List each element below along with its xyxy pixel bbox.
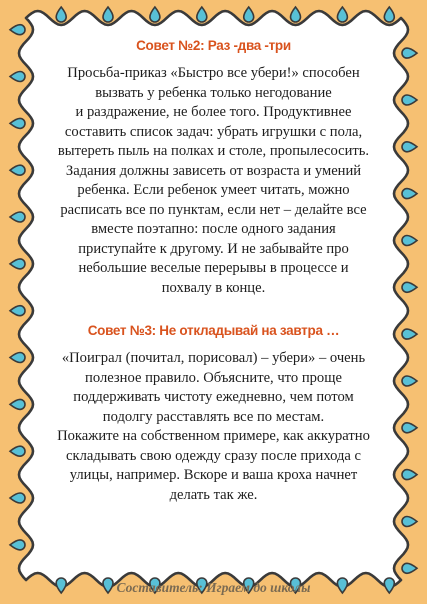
droplet-icon [10,25,25,35]
tip-2-line: вытереть пыль на полках и столе, пропылесосить. [57,143,370,159]
droplet-icon [10,165,25,175]
droplet-icon [402,329,417,339]
droplet-icon [402,189,417,199]
droplet-icon [402,95,417,105]
droplet-icon [10,72,25,82]
droplet-icon [402,470,417,480]
droplet-icon [56,7,66,22]
droplet-icon [402,142,417,152]
droplet-icon [402,517,417,527]
droplet-icon [103,7,113,22]
tip-2-line: расписать все по пунктам, если нет – делайте все [60,201,367,218]
tip-3-line: делать так же. [169,486,258,503]
droplet-icon [337,7,347,22]
tip-2-line: похвалу в конце. [161,279,266,296]
droplet-icon [402,423,417,433]
tip-2-line: Задания должны зависеть от возраста и умений [65,162,362,179]
tip-2-line: вызвать у ребенка только негодование [95,84,332,101]
tip-3-line: Покажите на собственном примере, как аккуратно [57,428,370,444]
tip-2-title: Совет №2: Раз -два -три [136,38,291,53]
tip-2-line: составить список задач: убрать игрушки с пола, [64,123,363,140]
droplet-icon [197,7,207,22]
droplet-icon [10,306,25,316]
droplet-icon [402,376,417,386]
tip-3-line: полезное правило. Объясните, что проще [85,369,342,386]
droplet-icon [10,493,25,503]
droplet-icon [402,48,417,58]
droplet-icon [10,446,25,456]
author-credit: Составитель: Играем до школы [116,580,311,595]
droplet-icon [10,353,25,363]
tip-3-title: Совет №3: Не откладывай на завтра … [87,323,340,338]
droplet-icon [244,7,254,22]
tip-3-line: поддерживать чистоту ежедневно, чем потом [73,389,354,405]
droplet-icon [384,7,394,22]
tip-2-line: вместе поэтапно: после одного задания [91,221,336,237]
droplet-icon [10,540,25,550]
tip-2-line: и раздражение, не более того. Продуктивнее [75,104,352,120]
droplet-icon [402,563,417,573]
droplet-icon [10,212,25,222]
tip-2-text [42,64,385,298]
droplet-icon [291,7,301,22]
tip-3-line: улицы, например. Вскоре и ваша кроха начнет [69,467,358,483]
droplet-icon [150,7,160,22]
tip-3-line: «Поиграл (почитал, порисовал) – убери» – очень [61,350,366,366]
droplet-icon [10,259,25,269]
tip-3-text [42,349,385,505]
tip-3-line: складывать свою одежду сразу после прихода с [66,447,361,464]
droplet-icon [10,399,25,409]
tip-2-line: ребенка. Если ребенок умеет читать, можно [77,182,350,198]
droplet-icon [10,118,25,128]
droplet-icon [402,236,417,246]
tip-2-line: небольшие веселые перерывы в процессе и [78,260,349,276]
tip-2-line: приступайте к другому. И не забывайте про [78,240,349,257]
tip-2-line: Просьба-приказ «Быстро все убери!» способен [67,65,360,81]
tip-3-line: подолгу расставлять все по местам. [102,408,325,425]
droplet-icon [402,282,417,292]
